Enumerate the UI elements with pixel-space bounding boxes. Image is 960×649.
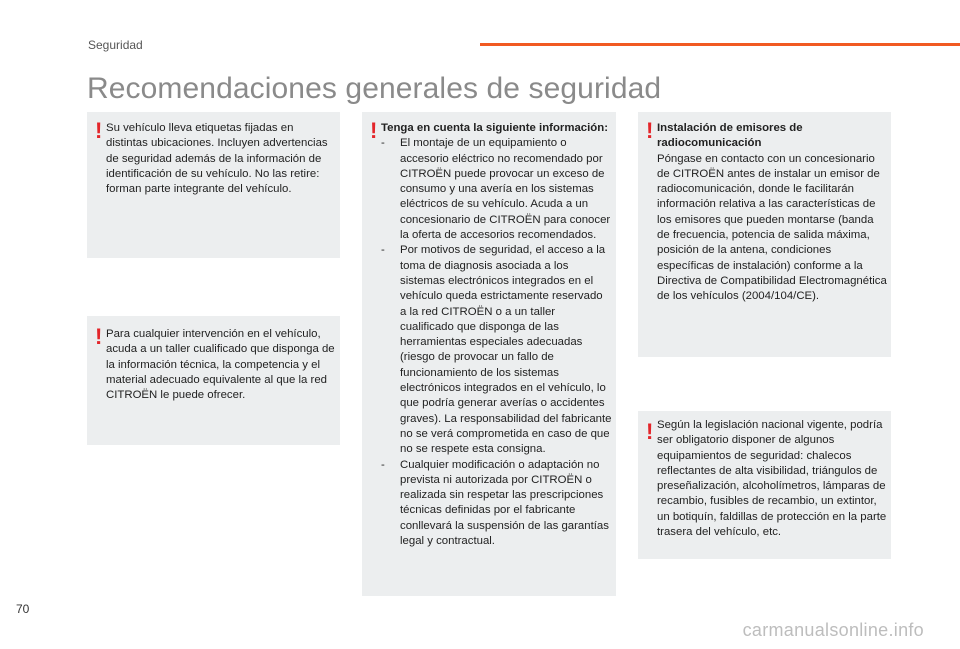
notice-legislation-text: Según la legislación nacional vigente, podría ser obligatorio disponer de algunos equipamientos de seguridad: chalecos reflectantes de alta visibilidad, triángulos de preseñalización, alcoholímetros, lámparas de recambio, fusibles de recambio, un extintor, un botiquín, faldillas de protección en la parte trasera del vehículo, etc. [657, 419, 887, 539]
list-item [381, 136, 612, 243]
list-item-text: Por motivos de seguridad, el acceso a la toma de diagnosis asociada a los sistemas electrónicos integrados en el vehículo queda estrictamente reservado a la red CITROËN o a un taller cualificado que disponga de las herramientas especiales adecuadas (riesgo de provocar un fallo de funcionamiento de los sistemas electrónicos integrados en el vehículo, lo que podría generar averías o accidentes graves). La responsabilidad del fabricante no se verá comprometida en caso de que no se respete esta consigna. [400, 244, 612, 456]
notice-information-heading: Tenga en cuenta la siguiente información: [381, 122, 609, 134]
notice-box-information [362, 112, 616, 596]
watermark: carmanualsonline.info [742, 620, 924, 640]
notice-radio-heading: Instalación de emisores de radiocomunicación [657, 122, 803, 150]
section-label: Seguridad [88, 38, 143, 52]
notice-box-workshop [87, 316, 340, 445]
exclamation-warning-icon: ! [95, 118, 103, 143]
exclamation-warning-icon: ! [646, 118, 654, 143]
list-item-text: El montaje de un equipamiento o accesorio eléctrico no recomendado por CITROËN puede provocar un exceso de consumo y una avería en los sistemas eléctricos de su vehículo. Acuda a un concesionario de CITROËN para conocer la oferta de accesorios recomendados. [400, 137, 611, 242]
notice-radio-text: Póngase en contacto con un concesionario de CITROËN antes de instalar un emisor de radiocomunicación, donde le facilitarán información relativa a las características de los emisores que pueden montarse (banda de frecuencia, potencia de salida máxima, posición de la antena, condiciones específicas de instalación) conforme a la Directiva de Compatibilidad Electromagnética de los vehículos (2004/104/CE). [657, 152, 887, 303]
list-dash: - [381, 244, 385, 257]
list-item-text: Cualquier modificación o adaptación no prevista ni autorizada por CITROËN o realizada sin respetar las prescripciones técnicas definidas por el fabricante conllevará la suspensión de las garantías legal y contractual. [400, 458, 609, 548]
notice-box-radio [638, 112, 891, 357]
notice-box-legislation [638, 411, 891, 559]
list-item [381, 458, 612, 550]
section-accent-bar [480, 43, 960, 46]
page-number: 70 [16, 602, 30, 616]
notice-box-labels [87, 112, 340, 258]
exclamation-warning-icon: ! [646, 419, 654, 444]
page-title: Recomendaciones generales de seguridad [87, 72, 662, 105]
information-list [381, 136, 612, 549]
list-dash: - [381, 458, 385, 471]
exclamation-warning-icon: ! [95, 324, 103, 349]
notice-workshop-text: Para cualquier intervención en el vehículo, acuda a un taller cualificado que disponga de la información técnica, la competencia y el material adecuado equivalente al que la red CITROËN le puede ofrecer. [106, 328, 335, 402]
list-item [381, 243, 612, 457]
notice-labels-text: Su vehículo lleva etiquetas fijadas en distintas ubicaciones. Incluyen advertencias de seguridad además de la información de identificación de su vehículo. No las retire: forman parte integrante del vehículo. [106, 122, 328, 196]
list-dash: - [381, 137, 385, 150]
exclamation-warning-icon: ! [370, 118, 378, 143]
